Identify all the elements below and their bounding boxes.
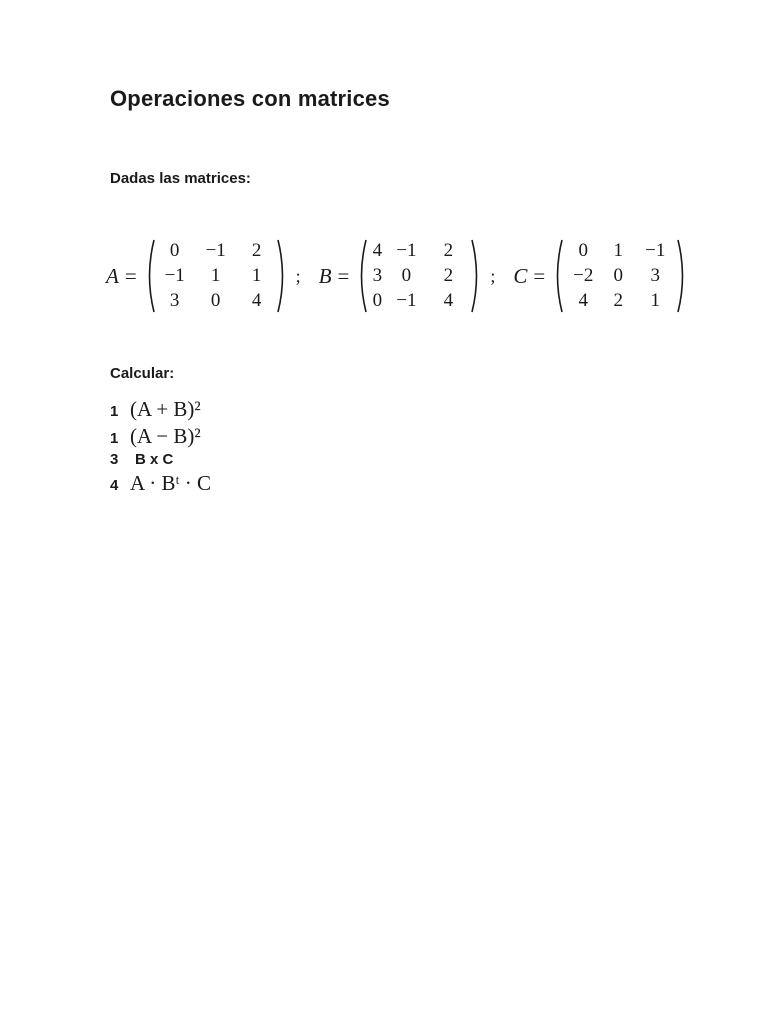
page-title: Operaciones con matrices <box>110 86 390 111</box>
matrix-b-equals: = <box>337 263 350 288</box>
item-expression: B x C <box>135 451 174 468</box>
calc-label: Calcular: <box>110 365 175 382</box>
matrix-b-cell: −1 <box>396 239 417 261</box>
matrix-a-name: A <box>106 263 119 288</box>
matrix-a-cell: −1 <box>164 264 185 286</box>
list-item <box>110 451 211 471</box>
matrix-b-cell: 3 <box>372 264 383 286</box>
matrix-a-cell: 4 <box>251 289 262 311</box>
matrix-b-cell: 2 <box>443 264 454 286</box>
item-expression: A · Bᵗ · C <box>130 471 212 495</box>
matrix-b-cell: −1 <box>396 289 417 311</box>
matrix-c-cell: 1 <box>650 289 660 311</box>
intro-label: Dadas las matrices: <box>110 170 251 187</box>
matrix-c-equals: = <box>533 263 546 288</box>
item-number: 3 <box>110 451 119 468</box>
matrix-b-cell: 4 <box>372 239 383 261</box>
matrix-a-cell: 2 <box>251 239 262 261</box>
list-item <box>110 471 211 497</box>
matrix-a <box>144 238 288 314</box>
item-expression: (A − B)² <box>130 424 201 448</box>
matrix-b-cell: 2 <box>443 239 454 261</box>
matrix-c-name: C <box>513 263 528 288</box>
item-expression: (A + B)² <box>130 397 201 421</box>
matrix-c-cell: 4 <box>578 289 588 311</box>
item-number: 1 <box>110 430 119 447</box>
matrix-b-name: B <box>318 263 332 288</box>
matrix-c-cell: 1 <box>613 239 623 261</box>
matrix-c-cell: −2 <box>573 264 594 286</box>
matrix-a-cell: 1 <box>210 264 221 286</box>
item-number: 1 <box>110 403 119 420</box>
matrix-a-cell: 0 <box>210 289 221 311</box>
matrix-b-cell: 0 <box>372 289 383 311</box>
list-item <box>110 397 211 424</box>
matrix-a-cell: 1 <box>251 264 262 286</box>
right-paren-icon <box>276 238 288 314</box>
separator: ; <box>295 265 301 286</box>
matrix-definitions <box>106 238 688 314</box>
exercise-list <box>110 397 211 497</box>
separator: ; <box>490 265 496 286</box>
matrix-c-cell: 0 <box>578 239 588 261</box>
list-item <box>110 424 211 451</box>
matrix-a-cell: 3 <box>169 289 180 311</box>
matrix-c-cell: 3 <box>650 264 660 286</box>
matrix-a-cell: −1 <box>205 239 226 261</box>
left-paren-icon <box>552 238 564 314</box>
item-number: 4 <box>110 477 119 494</box>
left-paren-icon <box>144 238 156 314</box>
matrix-b-cell: 0 <box>401 264 412 286</box>
matrix-c-cell: 0 <box>613 264 623 286</box>
matrix-a-cell: 0 <box>169 239 180 261</box>
matrix-a-equals: = <box>124 263 137 288</box>
right-paren-icon <box>470 238 482 314</box>
matrix-c-cell: −1 <box>645 239 666 261</box>
matrix-c <box>552 238 688 314</box>
right-paren-icon <box>676 238 688 314</box>
matrix-c-cell: 2 <box>613 289 623 311</box>
left-paren-icon <box>356 238 368 314</box>
matrix-b-cell: 4 <box>443 289 454 311</box>
matrix-b <box>356 238 482 314</box>
